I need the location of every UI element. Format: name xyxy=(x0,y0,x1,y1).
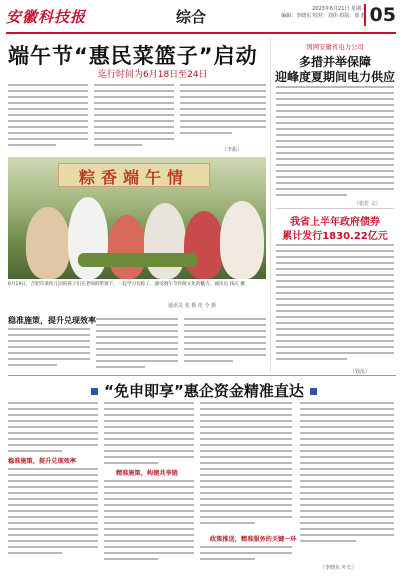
story-two-column-1 xyxy=(8,328,90,370)
right-story-source: （张若 文） xyxy=(354,201,381,207)
photo-caption: 6月19日，合肥市某幼儿园的孩子们在老师的带领下，一起学习包粽子，感受端午节传统文化的魅力。通讯员 钱庆 摄 xyxy=(8,282,245,287)
right-story-body xyxy=(276,86,394,200)
story-two-column-3 xyxy=(184,318,266,366)
right-kicker: 国网安徽省电力公司 xyxy=(306,43,364,51)
right-headline-two-line-1: 我省上半年政府债券 xyxy=(290,217,380,228)
person-figure xyxy=(144,203,186,279)
photo-banner-text: 粽香端午情 xyxy=(78,168,189,187)
news-photo xyxy=(8,157,266,279)
date-text: 2023年6月21日 星期三 xyxy=(312,6,366,12)
masthead xyxy=(6,4,396,34)
lead-source: （李振） xyxy=(222,147,243,153)
person-figure xyxy=(184,211,224,279)
photo-banner xyxy=(58,163,210,187)
newspaper-brand: 安徽科技报 xyxy=(6,8,87,26)
right-story-two-body xyxy=(276,244,394,364)
story-two-column-2 xyxy=(96,318,178,372)
bottom-column-3 xyxy=(200,402,292,528)
story-two-headline: 稳准施策，提升兑现效率 xyxy=(8,316,96,325)
section-name: 综合 xyxy=(176,8,207,26)
bottom-column-3-tail xyxy=(200,546,292,564)
blue-square-marker xyxy=(310,388,317,395)
lead-headline: 端午节“惠民菜篮子”启动 xyxy=(8,44,258,68)
story-divider xyxy=(276,208,394,209)
bottom-column-2-top xyxy=(104,402,194,468)
editor-text: 编辑：李晓东 校对：刘伟 组版：徐 静 xyxy=(281,13,366,19)
zongzi-leaves xyxy=(78,253,198,267)
lead-body-column-3 xyxy=(180,84,266,138)
right-story-two-source: （钱泓） xyxy=(350,369,371,375)
right-headline-two-line-2: 累计发行1830.22亿元 xyxy=(282,231,388,242)
right-headline-line-2: 迎峰度夏期间电力供应 xyxy=(274,70,395,84)
section-divider xyxy=(8,375,396,376)
bottom-headline-text: “免申即享”惠企资金精准直达 xyxy=(104,382,304,400)
bottom-headline xyxy=(24,380,384,401)
lead-body-column-2 xyxy=(94,84,174,150)
bottom-subhead-1: 稳准施策，提升兑现效率 xyxy=(8,458,77,465)
bottom-column-1-top xyxy=(8,402,98,456)
blue-square-marker xyxy=(91,388,98,395)
page-number: 05 xyxy=(364,4,396,26)
bottom-story-source: （李晓东 叶长） xyxy=(320,565,357,571)
column-divider xyxy=(270,38,271,372)
bottom-column-4 xyxy=(300,402,394,546)
date-line xyxy=(281,6,366,20)
bottom-column-2 xyxy=(104,480,194,564)
lead-subheadline: 迄行时间为6月18日至24日 xyxy=(98,70,208,80)
right-headline-line-1: 多措并举保障 xyxy=(298,55,371,69)
bottom-subhead-2: 精准施策，构建共享链 xyxy=(116,470,178,477)
bottom-column-1 xyxy=(8,468,98,558)
photo-credit: 通讯员 张 摄 范 今 摄 xyxy=(168,303,216,309)
person-figure xyxy=(26,207,70,279)
person-figure xyxy=(220,201,264,279)
bottom-subhead-3: 政策推送，精准服务的关键一环 xyxy=(210,536,297,543)
lead-body-column-1 xyxy=(8,84,88,150)
person-figure xyxy=(108,215,146,279)
